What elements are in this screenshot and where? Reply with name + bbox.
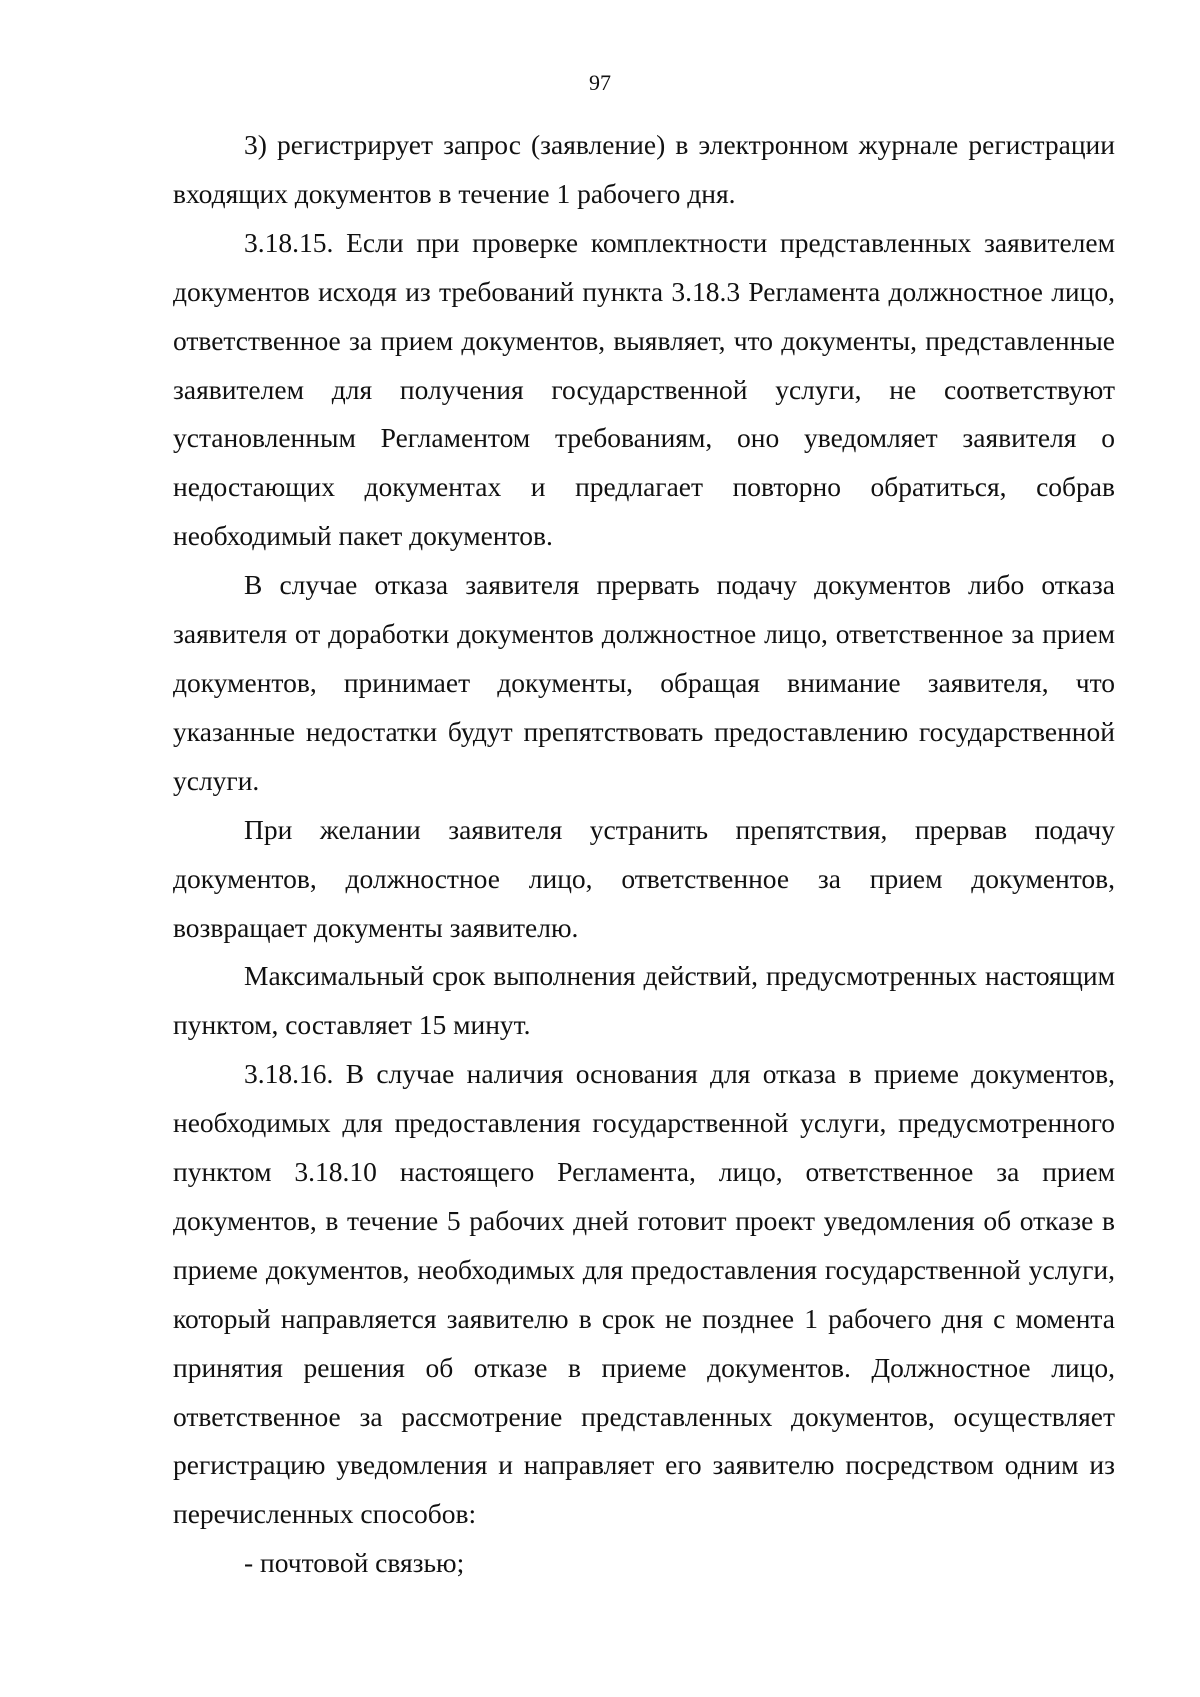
list-item-postal: - почтовой связью; (244, 1547, 465, 1579)
page-number: 97 (589, 70, 611, 95)
paragraph-3-18-16: 3.18.16. В случае наличия основания для отказа в приеме документов, необходимых для предоставления государственной услуги, предусмотренного пунктом 3.18.10 настоящего Регламента, лицо, ответственное за прием документов, в течение 5 рабочих дней готовит проект уведомления об отказе в приеме документов, необходимых для предоставления государственной услуги, который направляется заявителю в срок не позднее 1 рабочего дня с момента принятия решения об отказе в приеме документов. Должностное лицо, ответственное за рассмотрение представленных документов, осуществляет регистрацию уведомления и направляет его заявителю посредством одним из перечисленных способов: (173, 1058, 1115, 1530)
paragraph-registration: 3) регистрирует запрос (заявление) в электронном журнале регистрации входящих документов в течение 1 рабочего дня. (173, 129, 1115, 209)
paragraph-max-duration: Максимальный срок выполнения действий, предусмотренных настоящим пунктом, составляет 15 минут. (173, 960, 1115, 1041)
paragraph-remove-obstacles: При желании заявителя устранить препятствия, прервав подачу документов, должностное лицо, ответственное за прием документов, возвращает документы заявителю. (173, 813, 1115, 943)
paragraph-refusal-to-interrupt: В случае отказа заявителя прервать подачу документов либо отказа заявителя от доработки документов должностное лицо, ответственное за прием документов, принимает документы, обращая внимание заявителя, что указанные недостатки будут препятствовать предоставлению государственной услуги. (173, 569, 1115, 796)
paragraph-3-18-15: 3.18.15. Если при проверке комплектности представленных заявителем документов исходя из требований пункта 3.18.3 Регламента должностное лицо, ответственное за прием документов, выявляет, что документы, представленные заявителем для получения государственной услуги, не соответствуют установленным Регламентом требованиям, оно уведомляет заявителя о недостающих документах и предлагает повторно обратиться, собрав необходимый пакет документов. (173, 226, 1115, 552)
document-body (173, 121, 1115, 1588)
